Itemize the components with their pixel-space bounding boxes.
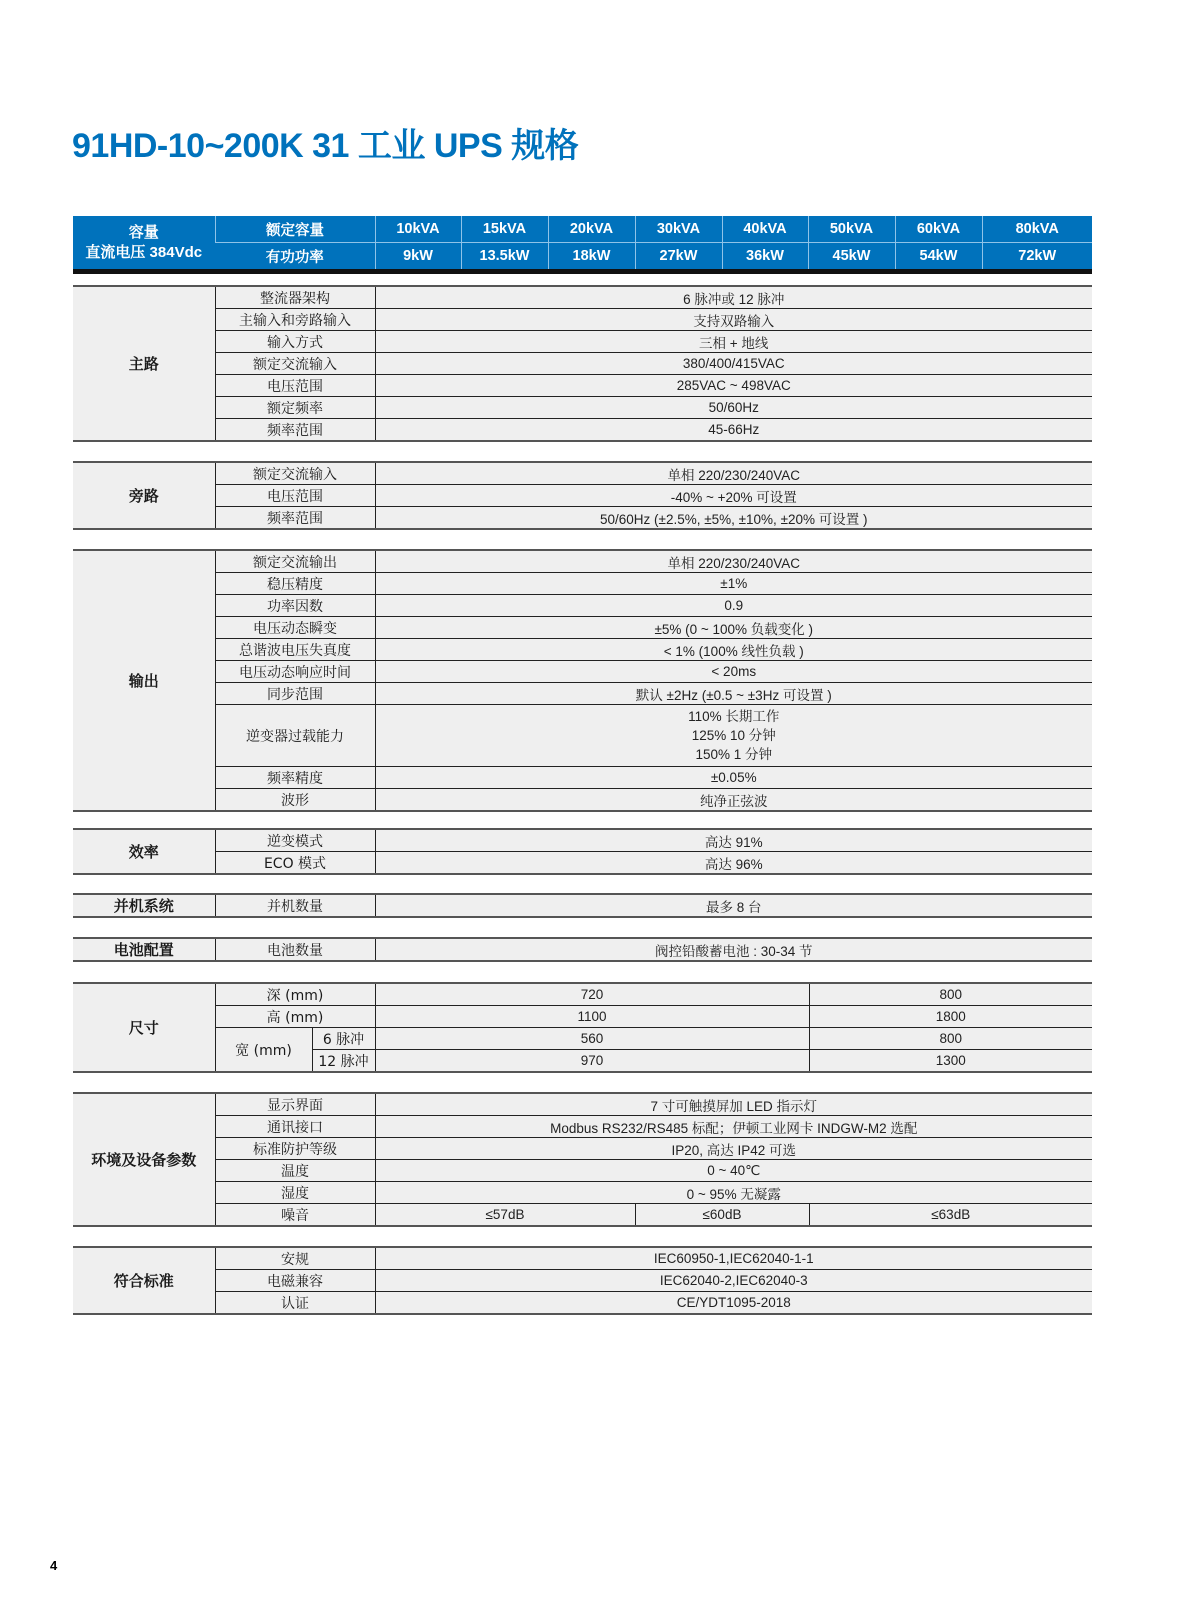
row-label: 稳压精度 — [215, 573, 375, 595]
table-row — [73, 1182, 1092, 1204]
model-kva: 60kVA — [895, 216, 982, 243]
row-label: 深 (mm) — [215, 983, 375, 1006]
table-row — [73, 829, 1092, 852]
model-kw: 27kW — [635, 243, 722, 272]
row-label: 同步范围 — [215, 683, 375, 705]
section-group-label: 并机系统 — [73, 894, 215, 917]
section-group-label: 旁路 — [73, 462, 215, 529]
table-row — [73, 1093, 1092, 1116]
row-value: 0 ~ 95% 无凝露 — [375, 1182, 1092, 1204]
model-kva: 15kVA — [461, 216, 548, 243]
row-value: 1300 — [809, 1050, 1092, 1073]
row-value: 0.9 — [375, 595, 1092, 617]
model-kw: 36kW — [722, 243, 808, 272]
table-row — [73, 309, 1092, 331]
row-sublabel: 12 脉冲 — [312, 1050, 375, 1073]
table-row — [73, 1204, 1092, 1227]
section-output — [73, 549, 1092, 812]
row-label: 电压动态瞬变 — [215, 617, 375, 639]
row-value: ±0.05% — [375, 767, 1092, 789]
row-value: 1100 — [375, 1006, 809, 1028]
row-value-multiline — [375, 705, 1092, 767]
row-label: 宽 (mm) — [215, 1028, 312, 1073]
row-value: -40% ~ +20% 可设置 — [375, 485, 1092, 507]
active-power-label: 有功功率 — [215, 243, 375, 272]
section-group-label: 环境及设备参数 — [73, 1093, 215, 1226]
row-value: 纯净正弦波 — [375, 789, 1092, 812]
section-bypass — [73, 461, 1092, 530]
page-number: 4 — [50, 1558, 58, 1573]
row-label: 逆变器过载能力 — [215, 705, 375, 767]
row-label: 噪音 — [215, 1204, 375, 1227]
row-value: 7 寸可触摸屏加 LED 指示灯 — [375, 1093, 1092, 1116]
row-label: 温度 — [215, 1160, 375, 1182]
table-row — [73, 705, 1092, 767]
row-label: 频率精度 — [215, 767, 375, 789]
row-label: 频率范围 — [215, 507, 375, 530]
table-row — [73, 1160, 1092, 1182]
table-row — [73, 331, 1092, 353]
section-group-label: 主路 — [73, 286, 215, 441]
table-row — [73, 419, 1092, 442]
table-row — [73, 894, 1092, 917]
row-value: 默认 ±2Hz (±0.5 ~ ±3Hz 可设置 ) — [375, 683, 1092, 705]
value-line: 125% 10 分钟 — [691, 728, 776, 743]
row-label: ECO 模式 — [215, 852, 375, 875]
row-value: 800 — [809, 1028, 1092, 1050]
table-row — [73, 1247, 1092, 1270]
row-label: 功率因数 — [215, 595, 375, 617]
row-label: 电压范围 — [215, 375, 375, 397]
table-row — [73, 1006, 1092, 1028]
section-group-label: 符合标准 — [73, 1247, 215, 1314]
table-row — [73, 683, 1092, 705]
table-row — [73, 661, 1092, 683]
section-group-label: 输出 — [73, 550, 215, 811]
row-value: 1800 — [809, 1006, 1092, 1028]
model-kva: 20kVA — [548, 216, 635, 243]
row-value: 高达 96% — [375, 852, 1092, 875]
row-value: 6 脉冲或 12 脉冲 — [375, 286, 1092, 309]
table-row — [73, 983, 1092, 1006]
section-efficiency — [73, 828, 1092, 875]
capacity-header-cell — [73, 216, 215, 272]
table-row — [73, 573, 1092, 595]
row-value: 560 — [375, 1028, 809, 1050]
table-row — [73, 617, 1092, 639]
row-value: 50/60Hz (±2.5%, ±5%, ±10%, ±20% 可设置 ) — [375, 507, 1092, 530]
row-label: 通讯接口 — [215, 1116, 375, 1138]
table-row — [73, 462, 1092, 485]
row-value: < 1% (100% 线性负载 ) — [375, 639, 1092, 661]
table-row — [73, 507, 1092, 530]
row-value: 单相 220/230/240VAC — [375, 550, 1092, 573]
section-battery — [73, 937, 1092, 962]
row-label: 安规 — [215, 1247, 375, 1270]
row-label: 额定交流输出 — [215, 550, 375, 573]
row-label: 输入方式 — [215, 331, 375, 353]
row-value: IP20, 高达 IP42 可选 — [375, 1138, 1092, 1160]
row-value: 50/60Hz — [375, 397, 1092, 419]
value-line: 150% 1 分钟 — [695, 747, 773, 762]
table-row — [73, 938, 1092, 961]
row-value: 970 — [375, 1050, 809, 1073]
table-row — [73, 485, 1092, 507]
row-value: ≤60dB — [635, 1204, 809, 1227]
row-label: 标准防护等级 — [215, 1138, 375, 1160]
row-label: 电压范围 — [215, 485, 375, 507]
row-label: 逆变模式 — [215, 829, 375, 852]
table-row — [73, 1292, 1092, 1315]
row-value: 720 — [375, 983, 809, 1006]
table-row — [73, 639, 1092, 661]
table-row — [73, 1138, 1092, 1160]
rated-capacity-label: 额定容量 — [215, 216, 375, 243]
dc-voltage-label: 直流电压 384Vdc — [85, 243, 203, 261]
table-row — [73, 852, 1092, 875]
value-line: 110% 长期工作 — [688, 709, 780, 724]
row-value: 高达 91% — [375, 829, 1092, 852]
model-kw: 45kW — [808, 243, 895, 272]
model-kva: 30kVA — [635, 216, 722, 243]
row-label: 电压动态响应时间 — [215, 661, 375, 683]
model-kva: 40kVA — [722, 216, 808, 243]
row-label: 高 (mm) — [215, 1006, 375, 1028]
section-parallel-system — [73, 893, 1092, 918]
table-row — [73, 767, 1092, 789]
section-group-label: 效率 — [73, 829, 215, 874]
page-title: 91HD-10~200K 31 工业 UPS 规格 — [72, 127, 579, 165]
section-main-input — [73, 285, 1092, 442]
spec-header-table — [73, 216, 1092, 274]
section-environment — [73, 1092, 1092, 1227]
model-kw: 9kW — [375, 243, 461, 272]
model-kw: 72kW — [982, 243, 1092, 272]
section-group-label: 电池配置 — [73, 938, 215, 961]
row-label: 电磁兼容 — [215, 1270, 375, 1292]
table-row — [73, 397, 1092, 419]
row-label: 额定交流输入 — [215, 462, 375, 485]
table-row — [73, 1028, 1092, 1050]
table-row — [73, 550, 1092, 573]
capacity-label: 容量 — [128, 223, 159, 241]
row-value: ±1% — [375, 573, 1092, 595]
row-value: 380/400/415VAC — [375, 353, 1092, 375]
row-value: CE/YDT1095-2018 — [375, 1292, 1092, 1315]
table-row — [73, 375, 1092, 397]
row-label: 频率范围 — [215, 419, 375, 442]
row-label: 总谐波电压失真度 — [215, 639, 375, 661]
table-row — [73, 353, 1092, 375]
table-row — [73, 1116, 1092, 1138]
row-label: 波形 — [215, 789, 375, 812]
row-value: 阀控铅酸蓄电池 : 30-34 节 — [375, 938, 1092, 961]
row-sublabel: 6 脉冲 — [312, 1028, 375, 1050]
table-row — [73, 789, 1092, 812]
row-label: 电池数量 — [215, 938, 375, 961]
row-label: 显示界面 — [215, 1093, 375, 1116]
model-kva: 10kVA — [375, 216, 461, 243]
row-value: 单相 220/230/240VAC — [375, 462, 1092, 485]
section-standards — [73, 1246, 1092, 1315]
row-value: 45-66Hz — [375, 419, 1092, 442]
row-value: Modbus RS232/RS485 标配；伊顿工业网卡 INDGW-M2 选配 — [375, 1116, 1092, 1138]
row-label: 主输入和旁路输入 — [215, 309, 375, 331]
row-value: IEC60950-1,IEC62040-1-1 — [375, 1247, 1092, 1270]
row-value: 285VAC ~ 498VAC — [375, 375, 1092, 397]
row-value: IEC62040-2,IEC62040-3 — [375, 1270, 1092, 1292]
row-label: 额定频率 — [215, 397, 375, 419]
row-value: ±5% (0 ~ 100% 负载变化 ) — [375, 617, 1092, 639]
row-value: < 20ms — [375, 661, 1092, 683]
section-dimensions — [73, 982, 1092, 1073]
section-group-label: 尺寸 — [73, 983, 215, 1072]
row-label: 整流器架构 — [215, 286, 375, 309]
row-value: 0 ~ 40℃ — [375, 1160, 1092, 1182]
model-kva: 80kVA — [982, 216, 1092, 243]
row-value: ≤57dB — [375, 1204, 635, 1227]
table-row — [73, 1270, 1092, 1292]
row-value: 800 — [809, 983, 1092, 1006]
model-kw: 54kW — [895, 243, 982, 272]
row-value: 三相 + 地线 — [375, 331, 1092, 353]
model-kw: 18kW — [548, 243, 635, 272]
row-label: 认证 — [215, 1292, 375, 1315]
row-label: 额定交流输入 — [215, 353, 375, 375]
model-kw: 13.5kW — [461, 243, 548, 272]
table-row — [73, 286, 1092, 309]
row-label: 并机数量 — [215, 894, 375, 917]
row-value: 最多 8 台 — [375, 894, 1092, 917]
table-row — [73, 595, 1092, 617]
model-kva: 50kVA — [808, 216, 895, 243]
row-value: ≤63dB — [809, 1204, 1092, 1227]
row-value: 支持双路输入 — [375, 309, 1092, 331]
row-label: 湿度 — [215, 1182, 375, 1204]
